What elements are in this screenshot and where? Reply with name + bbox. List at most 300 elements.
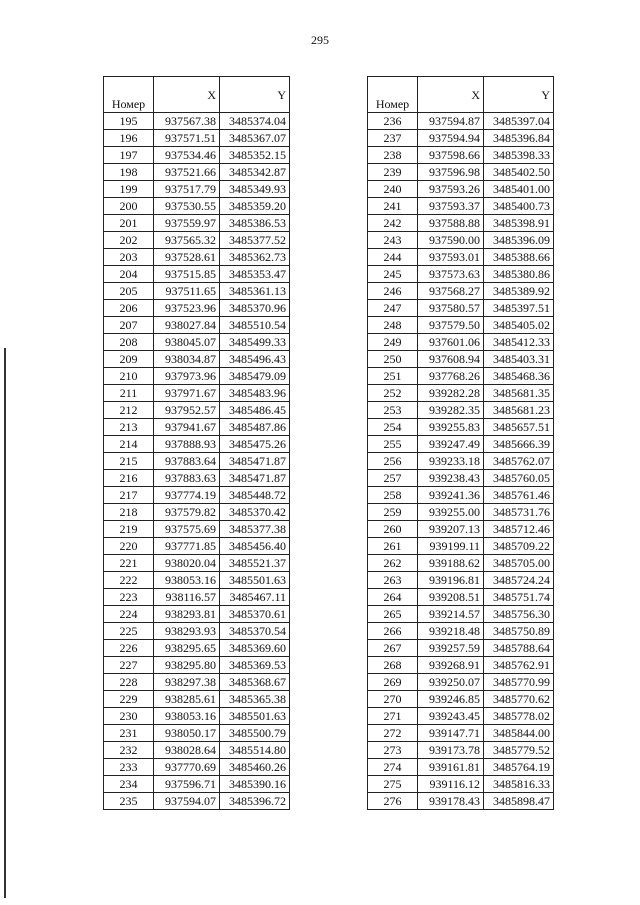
point-number-cell: 251 <box>368 368 418 385</box>
y-coordinate-cell: 3485467.11 <box>220 589 290 606</box>
table-row <box>368 419 554 436</box>
header-number: Номер <box>104 77 154 113</box>
x-coordinate-cell: 939173.78 <box>418 742 484 759</box>
point-number-cell: 247 <box>368 300 418 317</box>
point-number-cell: 232 <box>104 742 154 759</box>
y-coordinate-cell: 3485471.87 <box>220 470 290 487</box>
table-header-row <box>368 77 554 113</box>
x-coordinate-cell: 938297.38 <box>154 674 220 691</box>
table-row <box>104 793 290 810</box>
x-coordinate-cell: 938034.87 <box>154 351 220 368</box>
x-coordinate-cell: 937973.96 <box>154 368 220 385</box>
table-row <box>104 232 290 249</box>
point-number-cell: 217 <box>104 487 154 504</box>
y-coordinate-cell: 3485521.37 <box>220 555 290 572</box>
point-number-cell: 200 <box>104 198 154 215</box>
header-number: Номер <box>368 77 418 113</box>
y-coordinate-cell: 3485471.87 <box>220 453 290 470</box>
x-coordinate-cell: 937593.01 <box>418 249 484 266</box>
table-header-row <box>104 77 290 113</box>
point-number-cell: 204 <box>104 266 154 283</box>
point-number-cell: 249 <box>368 334 418 351</box>
table-row <box>104 589 290 606</box>
y-coordinate-cell: 3485412.33 <box>484 334 554 351</box>
point-number-cell: 266 <box>368 623 418 640</box>
y-coordinate-cell: 3485359.20 <box>220 198 290 215</box>
x-coordinate-cell: 938050.17 <box>154 725 220 742</box>
point-number-cell: 209 <box>104 351 154 368</box>
x-coordinate-cell: 939196.81 <box>418 572 484 589</box>
x-coordinate-cell: 937528.61 <box>154 249 220 266</box>
table-row <box>104 538 290 555</box>
y-coordinate-cell: 3485398.33 <box>484 147 554 164</box>
y-coordinate-cell: 3485367.07 <box>220 130 290 147</box>
table-row <box>368 708 554 725</box>
table-row <box>104 419 290 436</box>
table-row <box>368 691 554 708</box>
point-number-cell: 245 <box>368 266 418 283</box>
point-number-cell: 218 <box>104 504 154 521</box>
table-row <box>368 164 554 181</box>
table-row <box>368 385 554 402</box>
table-row <box>368 130 554 147</box>
table-row <box>368 113 554 130</box>
x-coordinate-cell: 937559.97 <box>154 215 220 232</box>
point-number-cell: 207 <box>104 317 154 334</box>
x-coordinate-cell: 937567.38 <box>154 113 220 130</box>
table-row <box>104 691 290 708</box>
x-coordinate-cell: 937883.63 <box>154 470 220 487</box>
y-coordinate-cell: 3485362.73 <box>220 249 290 266</box>
y-coordinate-cell: 3485762.91 <box>484 657 554 674</box>
point-number-cell: 229 <box>104 691 154 708</box>
table-row <box>104 606 290 623</box>
table-row <box>104 742 290 759</box>
point-number-cell: 265 <box>368 606 418 623</box>
y-coordinate-cell: 3485496.43 <box>220 351 290 368</box>
x-coordinate-cell: 937575.69 <box>154 521 220 538</box>
table-row <box>104 572 290 589</box>
y-coordinate-cell: 3485396.84 <box>484 130 554 147</box>
table-row <box>368 606 554 623</box>
point-number-cell: 201 <box>104 215 154 232</box>
x-coordinate-cell: 937517.79 <box>154 181 220 198</box>
y-coordinate-cell: 3485402.50 <box>484 164 554 181</box>
point-number-cell: 230 <box>104 708 154 725</box>
point-number-cell: 206 <box>104 300 154 317</box>
table-row <box>368 776 554 793</box>
table-row <box>104 164 290 181</box>
table-row <box>368 232 554 249</box>
table-row <box>368 198 554 215</box>
point-number-cell: 250 <box>368 351 418 368</box>
x-coordinate-cell: 937941.67 <box>154 419 220 436</box>
table-row <box>104 130 290 147</box>
y-coordinate-cell: 3485510.54 <box>220 317 290 334</box>
x-coordinate-cell: 937511.65 <box>154 283 220 300</box>
x-coordinate-cell: 938027.84 <box>154 317 220 334</box>
x-coordinate-cell: 939255.83 <box>418 419 484 436</box>
y-coordinate-cell: 3485764.19 <box>484 759 554 776</box>
point-number-cell: 239 <box>368 164 418 181</box>
x-coordinate-cell: 939188.62 <box>418 555 484 572</box>
x-coordinate-cell: 938020.04 <box>154 555 220 572</box>
y-coordinate-cell: 3485388.66 <box>484 249 554 266</box>
header-y: Y <box>220 77 290 113</box>
y-coordinate-cell: 3485352.15 <box>220 147 290 164</box>
point-number-cell: 203 <box>104 249 154 266</box>
point-number-cell: 228 <box>104 674 154 691</box>
table-row <box>368 317 554 334</box>
table-row <box>104 504 290 521</box>
point-number-cell: 246 <box>368 283 418 300</box>
point-number-cell: 268 <box>368 657 418 674</box>
x-coordinate-cell: 939218.48 <box>418 623 484 640</box>
y-coordinate-cell: 3485479.09 <box>220 368 290 385</box>
x-coordinate-cell: 938053.16 <box>154 572 220 589</box>
y-coordinate-cell: 3485712.46 <box>484 521 554 538</box>
table-row <box>104 759 290 776</box>
point-number-cell: 235 <box>104 793 154 810</box>
point-number-cell: 254 <box>368 419 418 436</box>
x-coordinate-cell: 937601.06 <box>418 334 484 351</box>
table-row <box>104 181 290 198</box>
y-coordinate-cell: 3485770.99 <box>484 674 554 691</box>
point-number-cell: 223 <box>104 589 154 606</box>
table-row <box>104 249 290 266</box>
table-row <box>368 249 554 266</box>
x-coordinate-cell: 939199.11 <box>418 538 484 555</box>
x-coordinate-cell: 937580.57 <box>418 300 484 317</box>
x-coordinate-cell: 937565.32 <box>154 232 220 249</box>
x-coordinate-cell: 937568.27 <box>418 283 484 300</box>
point-number-cell: 219 <box>104 521 154 538</box>
y-coordinate-cell: 3485342.87 <box>220 164 290 181</box>
point-number-cell: 220 <box>104 538 154 555</box>
x-coordinate-cell: 939147.71 <box>418 725 484 742</box>
y-coordinate-cell: 3485486.45 <box>220 402 290 419</box>
x-coordinate-cell: 938053.16 <box>154 708 220 725</box>
x-coordinate-cell: 939214.57 <box>418 606 484 623</box>
point-number-cell: 269 <box>368 674 418 691</box>
y-coordinate-cell: 3485705.00 <box>484 555 554 572</box>
scan-edge-line <box>4 348 6 898</box>
table-row <box>104 674 290 691</box>
point-number-cell: 212 <box>104 402 154 419</box>
x-coordinate-cell: 939255.00 <box>418 504 484 521</box>
table-row <box>368 215 554 232</box>
y-coordinate-cell: 3485731.76 <box>484 504 554 521</box>
y-coordinate-cell: 3485369.53 <box>220 657 290 674</box>
point-number-cell: 211 <box>104 385 154 402</box>
point-number-cell: 263 <box>368 572 418 589</box>
table-row <box>368 759 554 776</box>
point-number-cell: 234 <box>104 776 154 793</box>
point-number-cell: 271 <box>368 708 418 725</box>
y-coordinate-cell: 3485370.54 <box>220 623 290 640</box>
y-coordinate-cell: 3485501.63 <box>220 708 290 725</box>
x-coordinate-cell: 937596.71 <box>154 776 220 793</box>
table-row <box>368 742 554 759</box>
x-coordinate-cell: 937590.00 <box>418 232 484 249</box>
y-coordinate-cell: 3485374.04 <box>220 113 290 130</box>
y-coordinate-cell: 3485681.35 <box>484 385 554 402</box>
x-coordinate-cell: 937971.67 <box>154 385 220 402</box>
point-number-cell: 214 <box>104 436 154 453</box>
point-number-cell: 276 <box>368 793 418 810</box>
table-row <box>104 640 290 657</box>
table-row <box>104 266 290 283</box>
point-number-cell: 196 <box>104 130 154 147</box>
point-number-cell: 195 <box>104 113 154 130</box>
y-coordinate-cell: 3485761.46 <box>484 487 554 504</box>
table-row <box>104 300 290 317</box>
y-coordinate-cell: 3485898.47 <box>484 793 554 810</box>
table-row <box>368 334 554 351</box>
x-coordinate-cell: 937598.66 <box>418 147 484 164</box>
point-number-cell: 253 <box>368 402 418 419</box>
y-coordinate-cell: 3485398.91 <box>484 215 554 232</box>
point-number-cell: 252 <box>368 385 418 402</box>
x-coordinate-cell: 937573.63 <box>418 266 484 283</box>
x-coordinate-cell: 939257.59 <box>418 640 484 657</box>
table-row <box>368 538 554 555</box>
point-number-cell: 244 <box>368 249 418 266</box>
table-row <box>368 453 554 470</box>
table-row <box>104 725 290 742</box>
point-number-cell: 215 <box>104 453 154 470</box>
x-coordinate-cell: 939282.28 <box>418 385 484 402</box>
table-row <box>368 487 554 504</box>
point-number-cell: 237 <box>368 130 418 147</box>
point-number-cell: 199 <box>104 181 154 198</box>
y-coordinate-cell: 3485487.86 <box>220 419 290 436</box>
y-coordinate-cell: 3485397.04 <box>484 113 554 130</box>
y-coordinate-cell: 3485750.89 <box>484 623 554 640</box>
table-row <box>104 402 290 419</box>
point-number-cell: 198 <box>104 164 154 181</box>
y-coordinate-cell: 3485724.24 <box>484 572 554 589</box>
y-coordinate-cell: 3485770.62 <box>484 691 554 708</box>
x-coordinate-cell: 937608.94 <box>418 351 484 368</box>
point-number-cell: 227 <box>104 657 154 674</box>
point-number-cell: 221 <box>104 555 154 572</box>
point-number-cell: 273 <box>368 742 418 759</box>
y-coordinate-cell: 3485760.05 <box>484 470 554 487</box>
table-row <box>368 266 554 283</box>
table-row <box>104 487 290 504</box>
point-number-cell: 213 <box>104 419 154 436</box>
table-row <box>104 198 290 215</box>
y-coordinate-cell: 3485405.02 <box>484 317 554 334</box>
y-coordinate-cell: 3485353.47 <box>220 266 290 283</box>
y-coordinate-cell: 3485657.51 <box>484 419 554 436</box>
x-coordinate-cell: 937883.64 <box>154 453 220 470</box>
x-coordinate-cell: 937523.96 <box>154 300 220 317</box>
y-coordinate-cell: 3485401.00 <box>484 181 554 198</box>
point-number-cell: 222 <box>104 572 154 589</box>
point-number-cell: 272 <box>368 725 418 742</box>
point-number-cell: 270 <box>368 691 418 708</box>
table-row <box>104 623 290 640</box>
point-number-cell: 242 <box>368 215 418 232</box>
point-number-cell: 208 <box>104 334 154 351</box>
y-coordinate-cell: 3485349.93 <box>220 181 290 198</box>
x-coordinate-cell: 939178.43 <box>418 793 484 810</box>
x-coordinate-cell: 939268.91 <box>418 657 484 674</box>
y-coordinate-cell: 3485377.38 <box>220 521 290 538</box>
x-coordinate-cell: 939250.07 <box>418 674 484 691</box>
point-number-cell: 233 <box>104 759 154 776</box>
y-coordinate-cell: 3485681.23 <box>484 402 554 419</box>
point-number-cell: 224 <box>104 606 154 623</box>
y-coordinate-cell: 3485396.72 <box>220 793 290 810</box>
point-number-cell: 267 <box>368 640 418 657</box>
coordinates-table-left <box>103 76 290 810</box>
point-number-cell: 258 <box>368 487 418 504</box>
table-row <box>368 521 554 538</box>
table-row <box>104 470 290 487</box>
table-row <box>368 351 554 368</box>
point-number-cell: 261 <box>368 538 418 555</box>
y-coordinate-cell: 3485844.00 <box>484 725 554 742</box>
y-coordinate-cell: 3485368.67 <box>220 674 290 691</box>
x-coordinate-cell: 937888.93 <box>154 436 220 453</box>
table-row <box>104 657 290 674</box>
x-coordinate-cell: 937770.69 <box>154 759 220 776</box>
table-row <box>104 317 290 334</box>
y-coordinate-cell: 3485448.72 <box>220 487 290 504</box>
table-row <box>368 793 554 810</box>
table-row <box>104 351 290 368</box>
y-coordinate-cell: 3485460.26 <box>220 759 290 776</box>
x-coordinate-cell: 937579.50 <box>418 317 484 334</box>
x-coordinate-cell: 939241.36 <box>418 487 484 504</box>
x-coordinate-cell: 937534.46 <box>154 147 220 164</box>
y-coordinate-cell: 3485370.42 <box>220 504 290 521</box>
table-row <box>104 283 290 300</box>
table-row <box>104 385 290 402</box>
y-coordinate-cell: 3485361.13 <box>220 283 290 300</box>
table-row <box>368 657 554 674</box>
table-row <box>368 402 554 419</box>
y-coordinate-cell: 3485501.63 <box>220 572 290 589</box>
point-number-cell: 238 <box>368 147 418 164</box>
x-coordinate-cell: 939161.81 <box>418 759 484 776</box>
x-coordinate-cell: 938295.80 <box>154 657 220 674</box>
table-row <box>368 181 554 198</box>
table-row <box>368 283 554 300</box>
page-number: 295 <box>311 33 329 47</box>
y-coordinate-cell: 3485756.30 <box>484 606 554 623</box>
coordinates-table-right <box>367 76 554 810</box>
y-coordinate-cell: 3485397.51 <box>484 300 554 317</box>
point-number-cell: 257 <box>368 470 418 487</box>
point-number-cell: 274 <box>368 759 418 776</box>
point-number-cell: 275 <box>368 776 418 793</box>
x-coordinate-cell: 937594.07 <box>154 793 220 810</box>
x-coordinate-cell: 937768.26 <box>418 368 484 385</box>
y-coordinate-cell: 3485365.38 <box>220 691 290 708</box>
x-coordinate-cell: 938293.93 <box>154 623 220 640</box>
y-coordinate-cell: 3485403.31 <box>484 351 554 368</box>
table-row <box>368 436 554 453</box>
table-row <box>368 555 554 572</box>
x-coordinate-cell: 938116.57 <box>154 589 220 606</box>
x-coordinate-cell: 939233.18 <box>418 453 484 470</box>
x-coordinate-cell: 939208.51 <box>418 589 484 606</box>
point-number-cell: 202 <box>104 232 154 249</box>
table-row <box>104 368 290 385</box>
y-coordinate-cell: 3485751.74 <box>484 589 554 606</box>
y-coordinate-cell: 3485666.39 <box>484 436 554 453</box>
x-coordinate-cell: 939238.43 <box>418 470 484 487</box>
y-coordinate-cell: 3485386.53 <box>220 215 290 232</box>
x-coordinate-cell: 937593.37 <box>418 198 484 215</box>
table-row <box>368 147 554 164</box>
point-number-cell: 236 <box>368 113 418 130</box>
table-row <box>368 504 554 521</box>
x-coordinate-cell: 938295.65 <box>154 640 220 657</box>
y-coordinate-cell: 3485778.02 <box>484 708 554 725</box>
header-x: X <box>154 77 220 113</box>
point-number-cell: 205 <box>104 283 154 300</box>
point-number-cell: 243 <box>368 232 418 249</box>
x-coordinate-cell: 939243.45 <box>418 708 484 725</box>
point-number-cell: 241 <box>368 198 418 215</box>
table-row <box>368 368 554 385</box>
x-coordinate-cell: 938028.64 <box>154 742 220 759</box>
table-row <box>368 623 554 640</box>
point-number-cell: 259 <box>368 504 418 521</box>
y-coordinate-cell: 3485456.40 <box>220 538 290 555</box>
point-number-cell: 225 <box>104 623 154 640</box>
x-coordinate-cell: 938045.07 <box>154 334 220 351</box>
y-coordinate-cell: 3485370.61 <box>220 606 290 623</box>
x-coordinate-cell: 939116.12 <box>418 776 484 793</box>
x-coordinate-cell: 937593.26 <box>418 181 484 198</box>
table-row <box>368 674 554 691</box>
y-coordinate-cell: 3485390.16 <box>220 776 290 793</box>
point-number-cell: 216 <box>104 470 154 487</box>
x-coordinate-cell: 938293.81 <box>154 606 220 623</box>
point-number-cell: 231 <box>104 725 154 742</box>
x-coordinate-cell: 939247.49 <box>418 436 484 453</box>
table-row <box>104 436 290 453</box>
y-coordinate-cell: 3485369.60 <box>220 640 290 657</box>
y-coordinate-cell: 3485468.36 <box>484 368 554 385</box>
table-row <box>104 334 290 351</box>
point-number-cell: 210 <box>104 368 154 385</box>
y-coordinate-cell: 3485370.96 <box>220 300 290 317</box>
x-coordinate-cell: 937571.51 <box>154 130 220 147</box>
x-coordinate-cell: 937579.82 <box>154 504 220 521</box>
y-coordinate-cell: 3485483.96 <box>220 385 290 402</box>
point-number-cell: 197 <box>104 147 154 164</box>
point-number-cell: 260 <box>368 521 418 538</box>
x-coordinate-cell: 938285.61 <box>154 691 220 708</box>
table-row <box>104 147 290 164</box>
y-coordinate-cell: 3485396.09 <box>484 232 554 249</box>
y-coordinate-cell: 3485400.73 <box>484 198 554 215</box>
y-coordinate-cell: 3485377.52 <box>220 232 290 249</box>
point-number-cell: 264 <box>368 589 418 606</box>
point-number-cell: 256 <box>368 453 418 470</box>
x-coordinate-cell: 937594.87 <box>418 113 484 130</box>
table-row <box>104 521 290 538</box>
x-coordinate-cell: 937588.88 <box>418 215 484 232</box>
point-number-cell: 248 <box>368 317 418 334</box>
